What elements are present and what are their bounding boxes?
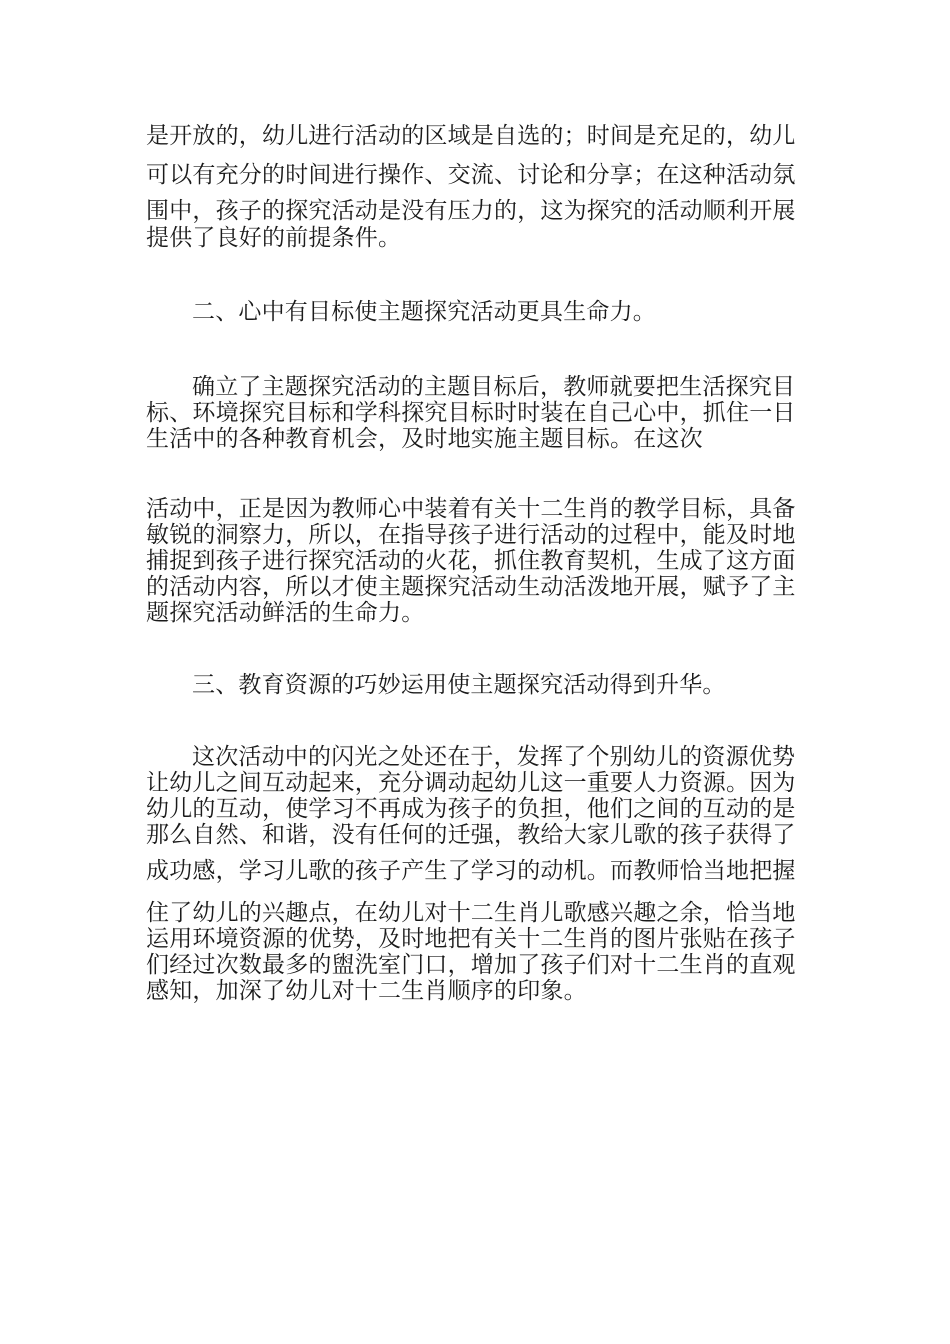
- paragraph-line: 确立了主题探究活动的主题目标后，教师就要把生活探究目: [192, 374, 796, 400]
- paragraph-line: 运用环境资源的优势，及时地把有关十二生肖的图片张贴在孩子: [146, 926, 796, 952]
- paragraph-line: 成功感，学习儿歌的孩子产生了学习的动机。而教师恰当地把握: [146, 858, 796, 884]
- paragraph-line: 敏锐的洞察力，所以，在指导孩子进行活动的过程中，能及时地: [146, 522, 796, 548]
- section-heading: 二、心中有目标使主题探究活动更具生命力。: [192, 299, 656, 325]
- paragraph-line: 们经过次数最多的盥洗室门口，增加了孩子们对十二生肖的直观: [146, 952, 796, 978]
- paragraph-line: 可以有充分的时间进行操作、交流、讨论和分享；在这种活动氛: [146, 162, 796, 188]
- paragraph-line: 的活动内容，所以才使主题探究活动生动活泼地开展，赋予了主: [146, 574, 796, 600]
- paragraph-line: 那么自然、和谐，没有任何的迁强，教给大家儿歌的孩子获得了: [146, 822, 796, 848]
- paragraph-line: 生活中的各种教育机会，及时地实施主题目标。在这次: [146, 426, 703, 452]
- paragraph-line: 是开放的，幼儿进行活动的区域是自选的；时间是充足的，幼儿: [146, 123, 796, 149]
- paragraph-line: 捕捉到孩子进行探究活动的火花，抓住教育契机，生成了这方面: [146, 548, 796, 574]
- paragraph-line: 提供了良好的前提条件。: [146, 225, 402, 251]
- paragraph-line: 活动中，正是因为教师心中装着有关十二生肖的教学目标，具备: [146, 496, 796, 522]
- paragraph-line: 感知，加深了幼儿对十二生肖顺序的印象。: [146, 978, 587, 1004]
- paragraph-line: 让幼儿之间互动起来，充分调动起幼儿这一重要人力资源。因为: [146, 770, 796, 796]
- paragraph-line: 这次活动中的闪光之处还在于，发挥了个别幼儿的资源优势: [192, 744, 796, 770]
- paragraph-line: 幼儿的互动，使学习不再成为孩子的负担，他们之间的互动的是: [146, 796, 796, 822]
- paragraph-line: 题探究活动鲜活的生命力。: [146, 600, 425, 626]
- paragraph-line: 住了幼儿的兴趣点，在幼儿对十二生肖儿歌感兴趣之余，恰当地: [146, 900, 796, 926]
- paragraph-line: 标、环境探究目标和学科探究目标时时装在自己心中，抓住一日: [146, 400, 796, 426]
- section-heading: 三、教育资源的巧妙运用使主题探究活动得到升华。: [192, 672, 726, 698]
- paragraph-line: 围中，孩子的探究活动是没有压力的，这为探究的活动顺利开展: [146, 198, 796, 224]
